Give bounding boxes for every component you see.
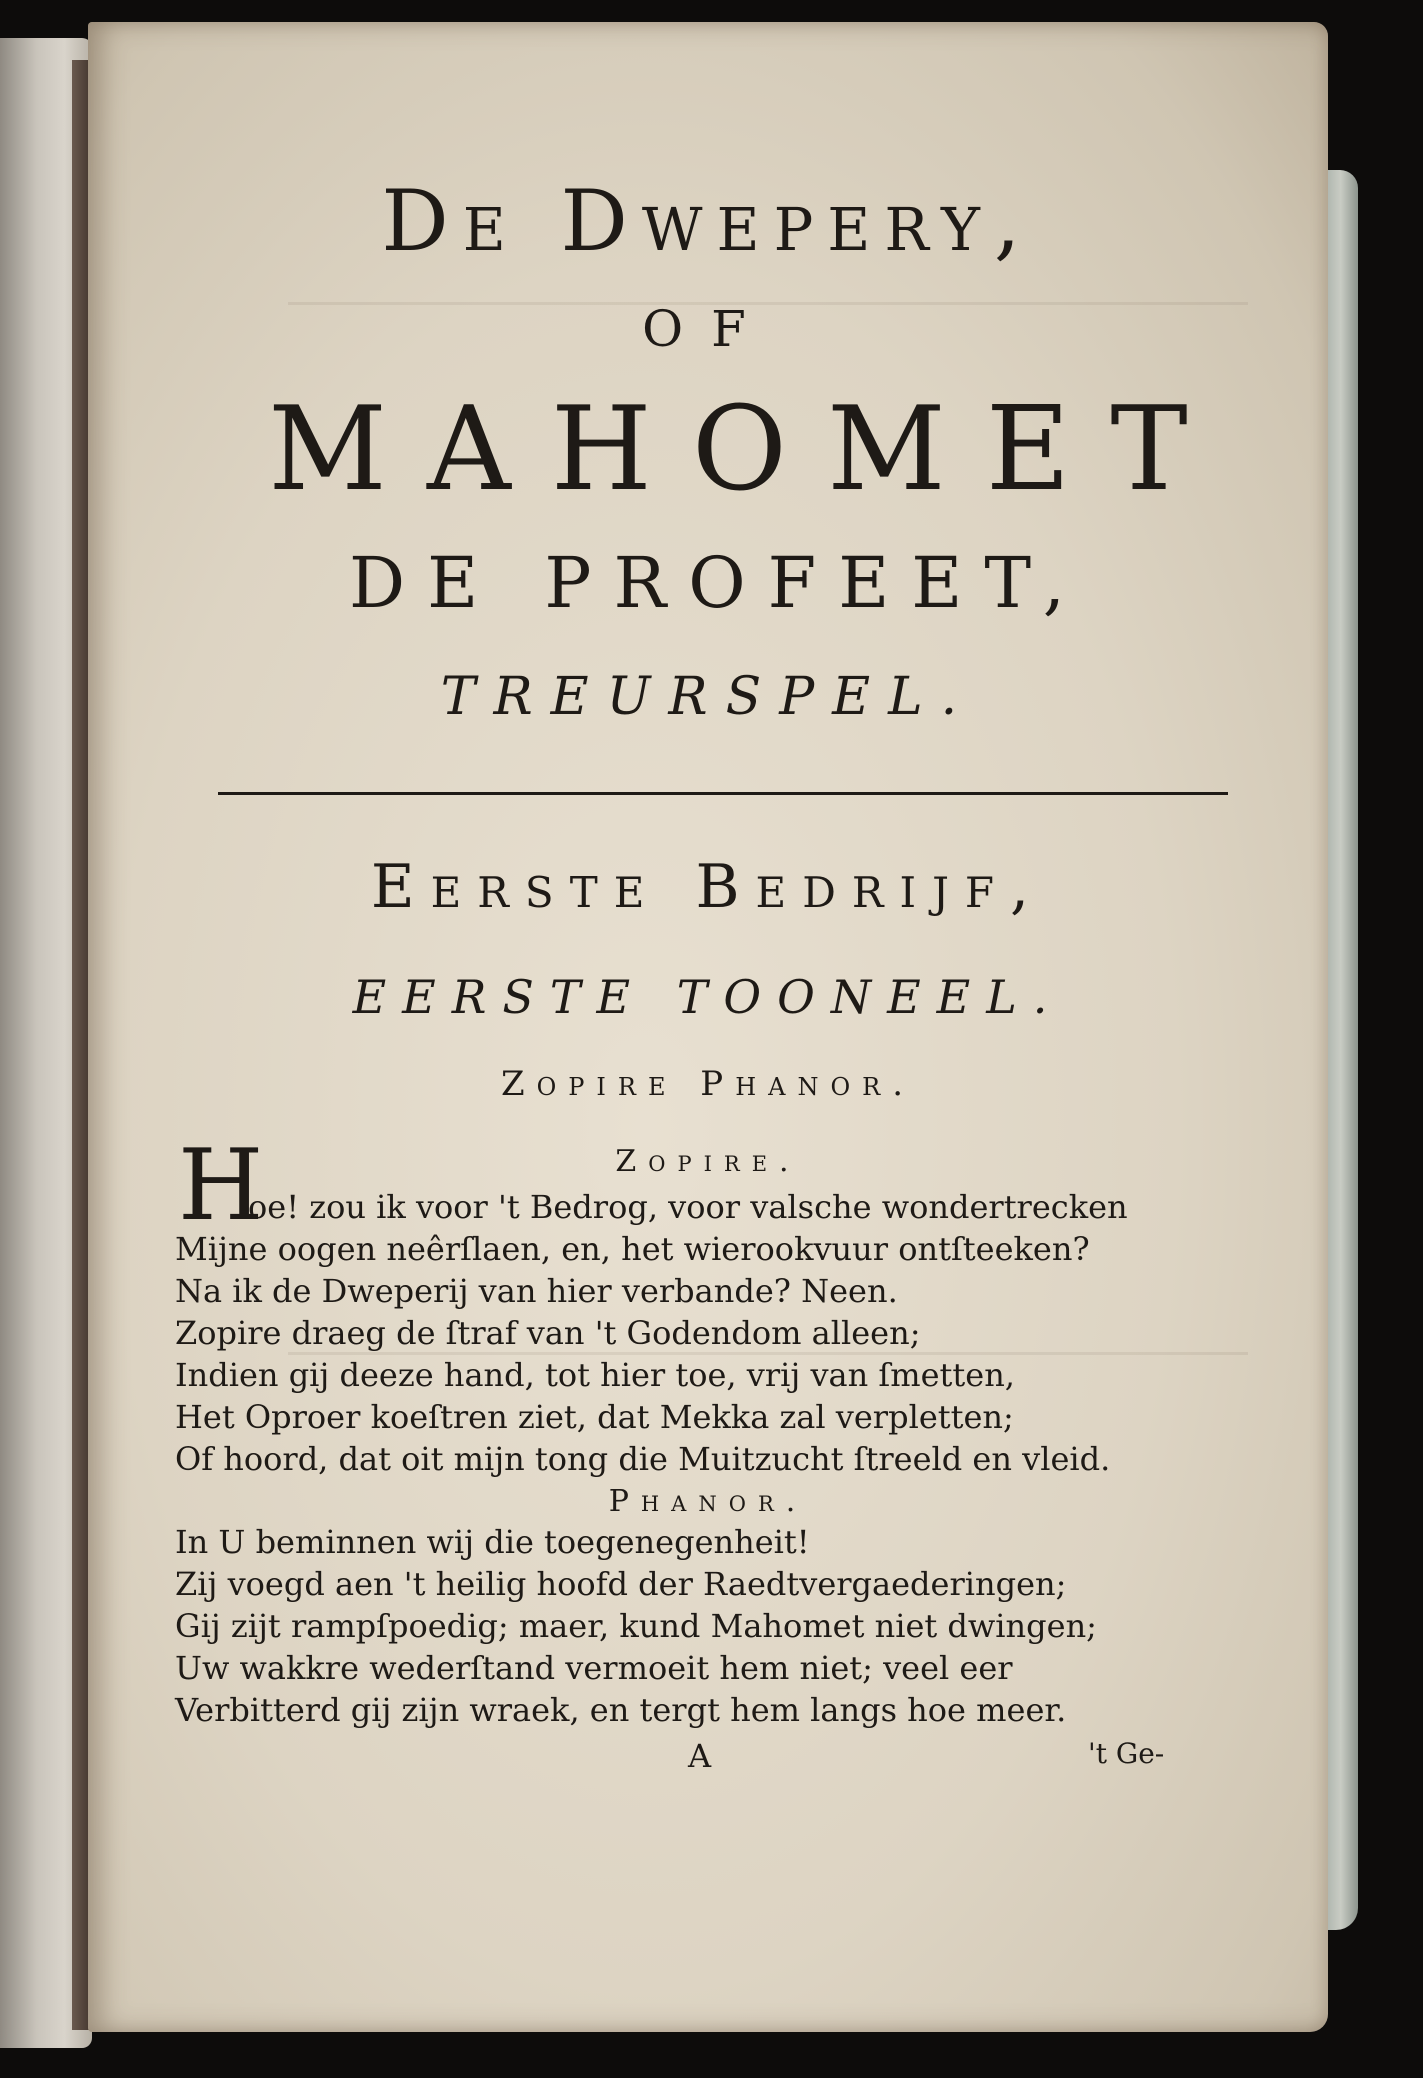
verse-line: Indien gij deeze hand, tot hier toe, vrij van ſmetten, — [175, 1356, 1015, 1394]
drop-cap: H — [178, 1129, 264, 1243]
verse-line: Na ik de Dweperij van hier verbande? Neen. — [175, 1272, 898, 1310]
verse-line: Het Oproer koeſtren ziet, dat Mekka zal verpletten; — [175, 1398, 1014, 1436]
verse-line: oe! zou ik voor 't Bedrog, voor valsche wondertrecken — [248, 1188, 1128, 1226]
genre-label: TREURSPEL. — [440, 667, 976, 727]
act-heading: Eerste Bedrijf, — [370, 852, 1046, 922]
title-line-4: DE PROFEET, — [348, 542, 1088, 624]
verse-line: Zij voegd aen 't heilig hoofd der Raedtvergaederingen; — [175, 1565, 1067, 1603]
verse-line: Of hoord, dat oit mijn tong die Muitzucht ſtreeld en vleid. — [175, 1440, 1111, 1478]
verse-line: Verbitterd gij zijn wraek, en tergt hem langs hoe meer. — [175, 1691, 1067, 1729]
book-page — [88, 22, 1328, 2032]
title-line-2: OF — [642, 300, 774, 358]
speaker-label: Zopire. — [615, 1144, 801, 1179]
signature-mark: A — [688, 1737, 712, 1775]
scene-heading: EERSTE TOONEEL. — [352, 970, 1064, 1024]
title-line-1: De Dwepery, — [381, 172, 1035, 270]
verse-line: In U beminnen wij die toegenegenheit! — [175, 1523, 810, 1561]
title-rule — [218, 792, 1228, 795]
catchword: 't Ge- — [1088, 1737, 1165, 1770]
title-line-3: MAHOMET — [268, 382, 1228, 517]
speaker-label: Phanor. — [608, 1484, 808, 1519]
character-list: Zopire Phanor. — [500, 1064, 916, 1104]
verse-line: Mijne oogen neêrſlaen, en, het wierookvuur ontſteeken? — [175, 1230, 1090, 1268]
verse-line: Uw wakkre wederſtand vermoeit hem niet; veel eer — [175, 1649, 1013, 1687]
verse-line: Gij zijt rampſpoedig; maer, kund Mahomet niet dwingen; — [175, 1607, 1097, 1645]
verse-line: Zopire draeg de ſtraf van 't Godendom alleen; — [175, 1314, 921, 1352]
